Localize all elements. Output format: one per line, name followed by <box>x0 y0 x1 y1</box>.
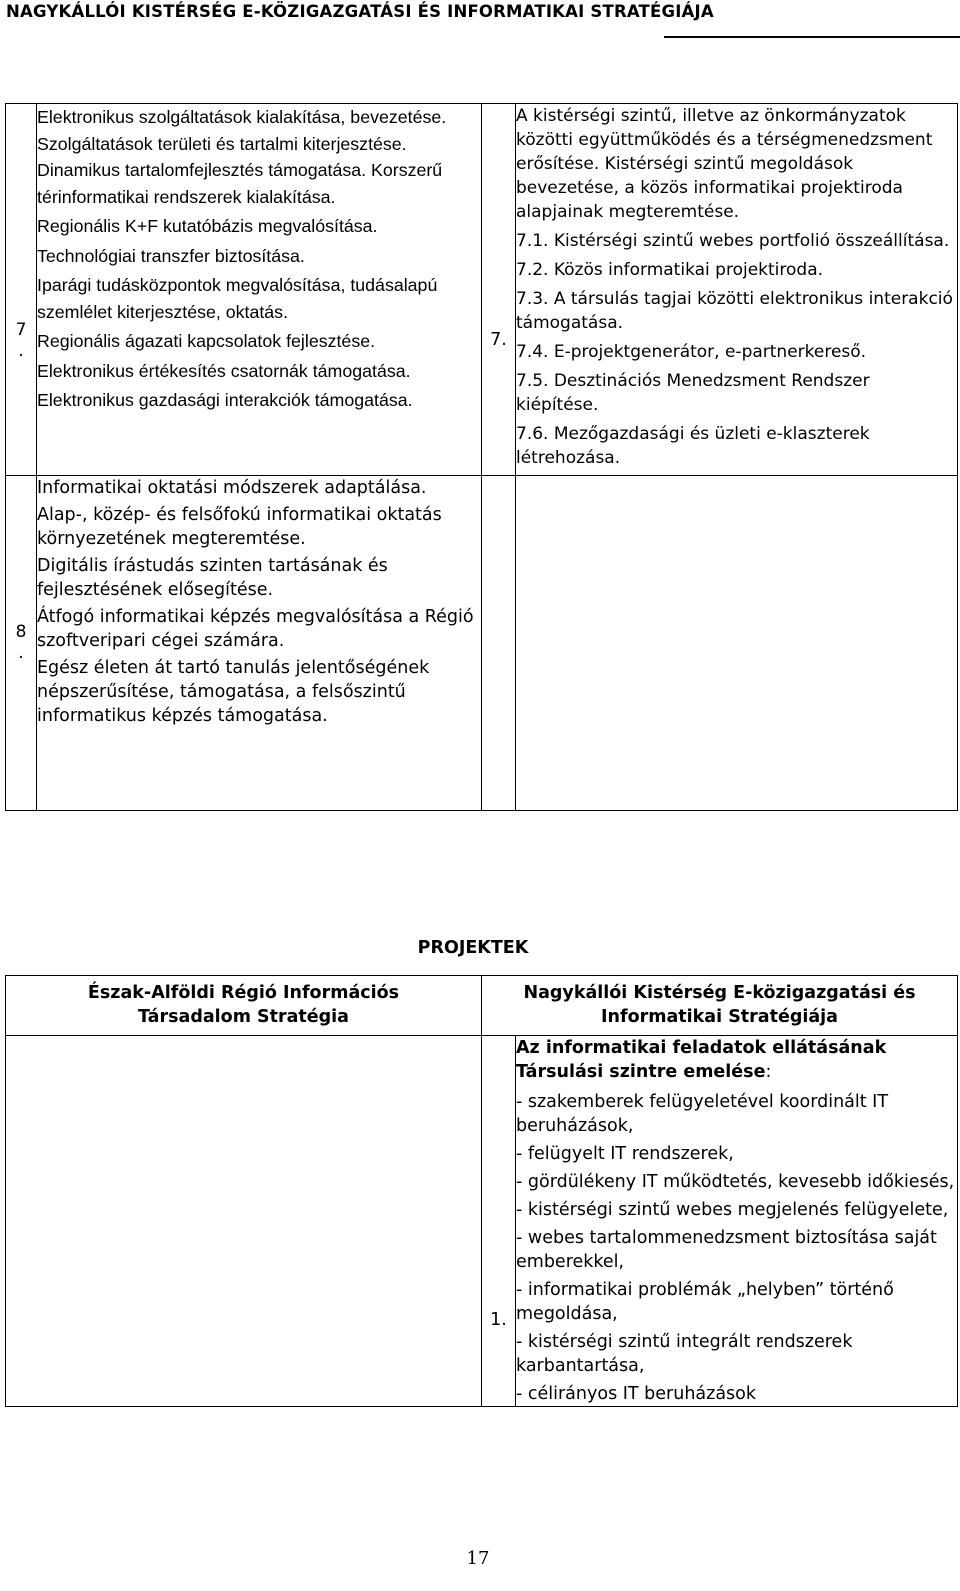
mid-number-7: 7. <box>482 104 516 476</box>
list-item: - webes tartalommenedzsment biztosítása saját emberekkel, <box>516 1228 937 1272</box>
list-item: 7.4. E-projektgenerátor, e-partnerkereső. <box>516 342 867 362</box>
list-item: Átfogó informatikai képzés megvalósítása a Régió szoftveripari cégei számára. <box>37 607 474 651</box>
list-item: A kistérségi szintű, illetve az önkormányzatok közötti együttműködés és a térségmenedzsment erősítése. Kistérségi szintű megoldások bevezetése, a közös informatikai projektiroda alapjainak megteremtése. <box>516 106 933 222</box>
empty-cell <box>482 476 516 811</box>
header-rule <box>664 36 960 38</box>
row-7-measures <box>516 104 958 476</box>
row-number-8: 8 . <box>6 476 37 811</box>
projects-table <box>5 975 958 1407</box>
project-lead: Az informatikai feladatok ellátásának Társulási szintre emelése: <box>516 1038 887 1082</box>
list-item: Elektronikus gazdasági interakciók támogatása. <box>37 390 413 410</box>
list-item: Alap-, közép- és felsőfokú informatikai oktatás környezetének megteremtése. <box>37 505 442 549</box>
list-item: - informatikai problémák „helyben” történő megoldása, <box>516 1280 894 1324</box>
list-item: - kistérségi szintű webes megjelenés felügyelete, <box>516 1200 949 1220</box>
list-item: - gördülékeny IT működtetés, kevesebb időkiesés, <box>516 1172 955 1192</box>
projects-heading: PROJEKTEK <box>417 938 529 958</box>
list-item: Technológiai transzfer biztosítása. <box>37 245 305 266</box>
list-item: Regionális ágazati kapcsolatok fejlesztése. <box>37 331 376 351</box>
list-item: Digitális írástudás szinten tartásának és fejlesztésének elősegítése. <box>37 556 388 600</box>
list-item: Iparági tudásközpontok megvalósítása, tudásalapú szemlélet kiterjesztése, oktatás. <box>37 275 438 322</box>
list-item: 7.1. Kistérségi szintű webes portfolió összeállítása. <box>516 231 950 251</box>
list-item: 7.3. A társulás tagjai közötti elektronikus interakció támogatása. <box>516 289 953 333</box>
empty-cell <box>516 476 958 811</box>
list-item: Egész életen át tartó tanulás jelentőségének népszerűsítése, támogatása, a felsőszintű informatikus képzés támogatása. <box>37 658 430 726</box>
table-header-row <box>6 976 958 1036</box>
regional-strategy-header: Észak-Alföldi Régió Információs Társadalom Stratégia <box>6 976 482 1036</box>
list-item: Elektronikus szolgáltatások kialakítása, bevezetése. Szolgáltatások területi és tartalmi kiterjesztése. Dinamikus tartalomfejlesztés támogatása. Korszerű térinformatikai rendszerek kialakítása. <box>37 107 447 207</box>
list-item: - célirányos IT beruházások <box>516 1384 757 1404</box>
table-row <box>6 104 958 476</box>
project-number: 1. <box>482 1036 516 1407</box>
document-header-title: NAGYKÁLLÓI KISTÉRSÉG E-KÖZIGAZGATÁSI ÉS INFORMATIKAI STRATÉGIÁJA <box>6 2 714 21</box>
list-item: - szakemberek felügyeletével koordinált IT beruházások, <box>516 1092 889 1136</box>
row-7-goals <box>37 104 482 476</box>
project-description <box>516 1036 958 1407</box>
list-item: Elektronikus értékesítés csatornák támogatása. <box>37 360 411 381</box>
table-row <box>6 476 958 811</box>
row-number-7: 7 . <box>6 104 37 476</box>
list-item: 7.5. Desztinációs Menedzsment Rendszer kiépítése. <box>516 371 870 415</box>
strategy-table <box>5 103 958 811</box>
list-item: 7.6. Mezőgazdasági és üzleti e-klaszterek létrehozása. <box>516 424 870 468</box>
list-item: - felügyelt IT rendszerek, <box>516 1144 734 1164</box>
subregion-strategy-header: Nagykállói Kistérség E-közigazgatási és Informatikai Stratégiája <box>482 976 958 1036</box>
list-item: Informatikai oktatási módszerek adaptálása. <box>37 478 427 498</box>
list-item: Regionális K+F kutatóbázis megvalósítása. <box>37 216 378 236</box>
empty-cell <box>6 1036 482 1407</box>
row-8-goals <box>37 476 482 811</box>
list-item: 7.2. Közös informatikai projektiroda. <box>516 260 824 280</box>
page-number: 17 <box>466 1548 490 1569</box>
table-row <box>6 1036 958 1407</box>
list-item: - kistérségi szintű integrált rendszerek karbantartása, <box>516 1332 853 1376</box>
